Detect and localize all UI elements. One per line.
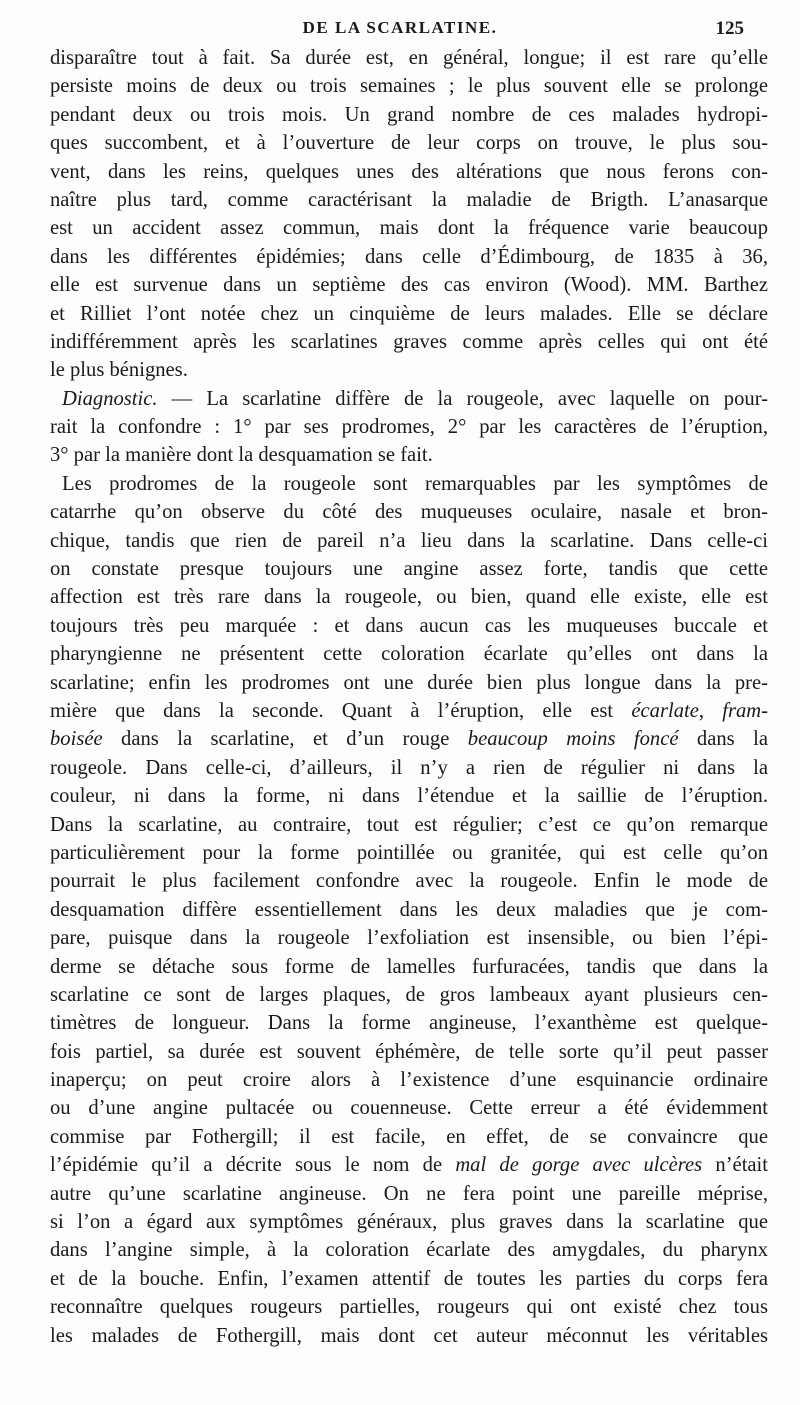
text-line [50, 782, 768, 810]
text-segment: , [698, 699, 723, 722]
italic-text: Diagnostic. [62, 387, 158, 410]
text-segment: scarlatine ce sont de larges plaques, de gros lambeaux ayant plusieurs cen- [50, 983, 768, 1006]
body-text [50, 44, 768, 1350]
text-segment: rait la confondre : 1° par ses prodromes, 2° par les caractères de l’éruption, [50, 416, 768, 439]
text-line [50, 356, 768, 384]
text-segment: particulièrement pour la forme pointillée ou granitée, qui est celle qu’on [50, 841, 768, 864]
text-line [50, 1265, 768, 1293]
text-line [50, 867, 768, 895]
text-segment: 3° par la manière dont la desquamation se fait. [50, 444, 433, 467]
text-segment: toujours très peu marquée : et dans aucun cas les muqueuses buccale et [50, 614, 768, 637]
text-line [50, 101, 768, 129]
text-segment: les malades de Fothergill, mais dont cet auteur méconnut les véritables [50, 1324, 768, 1347]
text-segment: pare, puisque dans la rougeole l’exfoliation est insensible, ou bien l’épi- [50, 927, 768, 950]
text-segment: dans la [678, 728, 768, 751]
text-segment: pharyngienne ne présentent cette coloration écarlate qu’elles ont dans la [50, 643, 768, 666]
text-line [50, 1180, 768, 1208]
text-line [50, 640, 768, 668]
text-line [50, 981, 768, 1009]
text-line [50, 129, 768, 157]
text-segment: est un accident assez commun, mais dont la fréquence varie beaucoup [50, 217, 768, 240]
text-segment: timètres de longueur. Dans la forme angineuse, l’exanthème est quelque- [50, 1012, 768, 1035]
text-line [50, 1123, 768, 1151]
running-title: DE LA SCARLATINE. [302, 18, 498, 37]
italic-text: beaucoup moins foncé [467, 728, 679, 751]
text-line [50, 271, 768, 299]
text-segment: inaperçu; on peut croire alors à l’existence d’une esquinancie ordinaire [50, 1069, 768, 1092]
text-segment: vent, dans les reins, quelques unes des altérations que nous ferons con- [50, 160, 768, 183]
text-segment: et de la bouche. Enfin, l’examen attentif de toutes les parties du corps fera [50, 1267, 768, 1290]
text-segment: commise par Fothergill; il est facile, en effet, de se convaincre que [50, 1125, 768, 1148]
text-segment: chique, tandis que rien de pareil n’a lieu dans la scarlatine. Dans celle-ci [50, 529, 768, 552]
text-segment: scarlatine; enfin les prodromes ont une durée bien plus longue dans la pre- [50, 671, 768, 694]
text-segment: catarrhe qu’on observe du côté des muqueuses oculaire, nasale et bron- [50, 501, 768, 524]
text-line [50, 896, 768, 924]
text-segment: desquamation diffère essentiellement dans les deux maladies que je com- [50, 898, 768, 921]
italic-text: fram- [722, 699, 768, 722]
text-line [50, 669, 768, 697]
text-line [50, 1038, 768, 1066]
text-segment: Les prodromes de la rougeole sont remarquables par les symptômes de [62, 472, 768, 495]
text-segment: ou d’une angine pultacée ou couenneuse. Cette erreur a été évidemment [50, 1097, 768, 1120]
page-number: 125 [715, 18, 744, 39]
text-line [50, 470, 768, 498]
text-line [50, 186, 768, 214]
text-segment: mière que dans la seconde. Quant à l’éruption, elle est [50, 699, 632, 722]
text-line [50, 697, 768, 725]
text-segment: pendant deux ou trois mois. Un grand nombre de ces malades hydropi- [50, 103, 768, 126]
text-segment: pourrait le plus facilement confondre avec la rougeole. Enfin le mode de [50, 870, 768, 893]
text-segment: autre qu’une scarlatine angineuse. On ne fera point une pareille méprise, [50, 1182, 768, 1205]
text-segment: le plus bénignes. [50, 359, 188, 382]
text-line [50, 158, 768, 186]
text-line [50, 243, 768, 271]
running-head [56, 18, 744, 46]
text-segment: si l’on a égard aux symptômes généraux, plus graves dans la scarlatine que [50, 1211, 768, 1234]
text-segment: persiste moins de deux ou trois semaines ; le plus souvent elle se prolonge [50, 75, 768, 98]
text-line [50, 1151, 768, 1179]
text-line [50, 44, 768, 72]
text-segment: on constate presque toujours une angine assez forte, tandis que cette [50, 558, 768, 581]
text-line [50, 612, 768, 640]
text-line [50, 953, 768, 981]
text-segment: n’était [702, 1154, 768, 1177]
text-segment: Dans la scarlatine, au contraire, tout est régulier; c’est ce qu’on remarque [50, 813, 768, 836]
text-line [50, 1293, 768, 1321]
text-line [50, 583, 768, 611]
text-segment: fois partiel, sa durée est souvent éphémère, de telle sorte qu’il peut passer [50, 1040, 768, 1063]
text-line [50, 1208, 768, 1236]
text-line [50, 72, 768, 100]
text-line [50, 811, 768, 839]
text-line [50, 300, 768, 328]
text-segment: elle est survenue dans un septième des cas environ (Wood). MM. Barthez [50, 274, 768, 297]
text-segment: affection est très rare dans la rougeole, ou bien, quand elle existe, elle est [50, 586, 768, 609]
text-line [50, 1322, 768, 1350]
text-segment: disparaître tout à fait. Sa durée est, en général, longue; il est rare qu’elle [50, 47, 768, 69]
text-line [50, 214, 768, 242]
text-segment: indifféremment après les scarlatines graves comme après celles qui ont été [50, 330, 768, 353]
text-line [50, 839, 768, 867]
text-line [50, 1066, 768, 1094]
text-segment: — La scarlatine diffère de la rougeole, avec laquelle on pour- [157, 387, 768, 410]
text-line [50, 527, 768, 555]
italic-text: boisée [50, 728, 103, 751]
text-line [50, 555, 768, 583]
text-segment: dans les différentes épidémies; dans celle d’Édimbourg, de 1835 à 36, [50, 245, 768, 268]
text-line [50, 328, 768, 356]
text-line [50, 725, 768, 753]
text-segment: derme se détache sous forme de lamelles furfuracées, tandis que dans la [50, 955, 768, 978]
text-segment: couleur, ni dans la forme, ni dans l’étendue et la saillie de l’éruption. [50, 785, 768, 808]
text-line [50, 441, 768, 469]
text-segment: reconnaître quelques rougeurs partielles, rougeurs qui ont existé chez tous [50, 1296, 768, 1319]
text-line [50, 1094, 768, 1122]
italic-text: mal de gorge avec ulcères [455, 1154, 703, 1177]
text-segment: dans la scarlatine, et d’un rouge [102, 728, 468, 751]
text-segment: dans l’angine simple, à la coloration écarlate des amygdales, du pharynx [50, 1239, 768, 1262]
text-segment: et Rilliet l’ont notée chez un cinquième de leurs malades. Elle se déclare [50, 302, 768, 325]
text-line [50, 413, 768, 441]
text-segment: ques succombent, et à l’ouverture de leur corps on trouve, le plus sou- [50, 132, 768, 155]
italic-text: écarlate [631, 699, 699, 722]
text-line [50, 924, 768, 952]
text-line [50, 498, 768, 526]
text-line [50, 1236, 768, 1264]
text-line [50, 385, 768, 413]
text-line [50, 1009, 768, 1037]
text-segment: naître plus tard, comme caractérisant la maladie de Brigth. L’anasarque [50, 188, 768, 211]
text-segment: l’épidémie qu’il a décrite sous le nom de [50, 1154, 456, 1177]
text-line [50, 754, 768, 782]
text-segment: rougeole. Dans celle-ci, d’ailleurs, il n’y a rien de régulier ni dans la [50, 756, 768, 779]
